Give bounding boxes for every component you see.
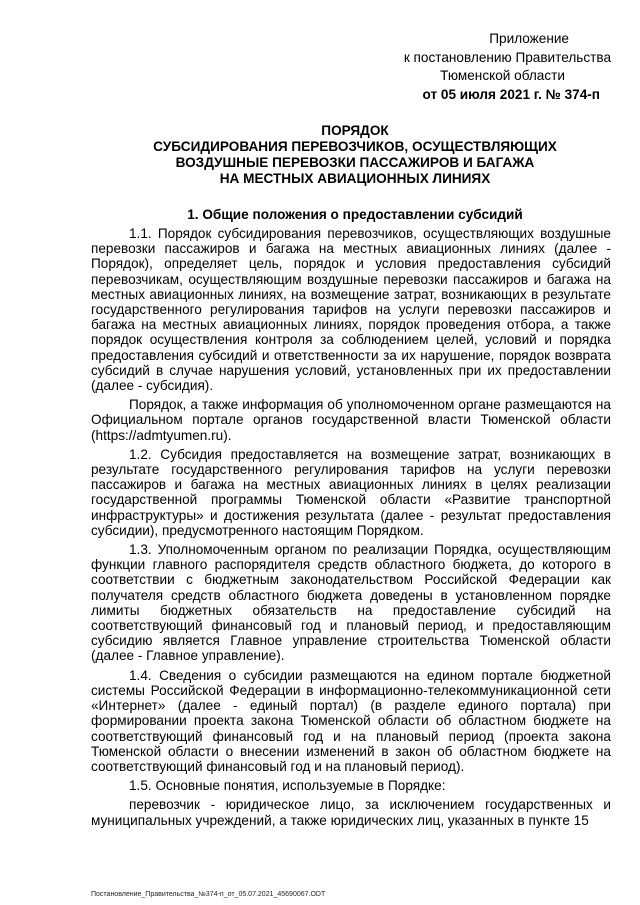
appendix-resolution: к постановлению Правительства	[403, 49, 611, 65]
document-body	[91, 226, 611, 828]
title-line-2: СУБСИДИРОВАНИЯ ПЕРЕВОЗЧИКОВ, ОСУЩЕСТВЛЯЮЩИХ	[153, 139, 557, 154]
appendix-label: Приложение	[489, 31, 569, 46]
paragraph-1-5: 1.5. Основные понятия, используемые в Порядке:	[129, 778, 446, 794]
section-heading: 1. Общие положения о предоставлении субсидий	[187, 207, 523, 222]
title-line-4: НА МЕСТНЫХ АВИАЦИОННЫХ ЛИНИЯХ	[219, 171, 491, 186]
title-line-1: ПОРЯДОК	[321, 123, 389, 138]
paragraph-1-1: 1.1. Порядок субсидирования перевозчиков, осуществляющих воздушные перевозки пассажиров и багажа на местных авиационных линиях (далее - Порядок), определяет цель, порядок и условия предоставления субсидий перевозчикам, осуществляющим воздушные перевозки пассажиров и багажа на местных авиационных линиях, на возмещение затрат, возникающих в результате государственного регулирования тарифов на услуги перевозки пассажиров и багажа на местных авиационных линиях, порядок проведения отбора, а также порядок осуществления контроля за соблюдением целей, условий и порядка предоставления субсидий и ответственности за их нарушение, порядок возврата субсидий в случае нарушения условий, установленных при их предоставлении (далее - субсидия).	[91, 226, 611, 394]
file-footer: Постановление_Правительства_№374-п_от_05.07.2021_45690067.ODT	[91, 891, 326, 898]
paragraph-1-2: 1.2. Субсидия предоставляется на возмещение затрат, возникающих в результате государственного регулирования тарифов на услуги перевозки пассажиров и багажа на местных авиационных линиях в целях реализации государственной программы Тюменской области «Развитие транспортной инфраструктуры» и достижения результата (далее - результат предоставления субсидии), предусмотренного настоящим Порядком.	[91, 446, 611, 538]
paragraph-portal: Порядок, а также информация об уполномоченном органе размещаются на Официальном портале органов государственной власти Тюменской области (https://admtyumen.ru).	[91, 397, 611, 443]
document-title	[91, 123, 611, 187]
appendix-date-number: от 05 июля 2021 г. № 374-п	[422, 86, 600, 102]
title-line-3: ВОЗДУШНЫЕ ПЕРЕВОЗКИ ПАССАЖИРОВ И БАГАЖА	[175, 155, 535, 170]
appendix-block	[91, 30, 611, 104]
paragraph-1-3: 1.3. Уполномоченным органом по реализации Порядка, осуществляющим функции главного распорядителя средств областного бюджета, до которого в соответствии с бюджетным законодательством Российской Федерации как получателя средств областного бюджета доведены в установленном порядке лимиты бюджетных обязательств на предоставление субсидий на соответствующий финансовый год и плановый период, и предоставляющим субсидию является Главное управление строительства Тюменской области (далее - Главное управление).	[91, 542, 611, 664]
appendix-region: Тюменской области	[440, 68, 565, 83]
paragraph-carrier-definition: перевозчик - юридическое лицо, за исключением государственных и муниципальных учреждений, а также юридических лиц, указанных в пункте 15	[91, 797, 611, 828]
paragraph-1-4: 1.4. Сведения о субсидии размещаются на едином портале бюджетной системы Российской Федерации в информационно-телекоммуникационной сети «Интернет» (далее - единый портал) (в разделе единого портала) при формировании проекта закона Тюменской области об областном бюджете на соответствующий финансовый год и на плановый период (проекта закона Тюменской области о внесении изменений в закон об областном бюджете на соответствующий финансовый год и на плановый период).	[91, 667, 611, 774]
